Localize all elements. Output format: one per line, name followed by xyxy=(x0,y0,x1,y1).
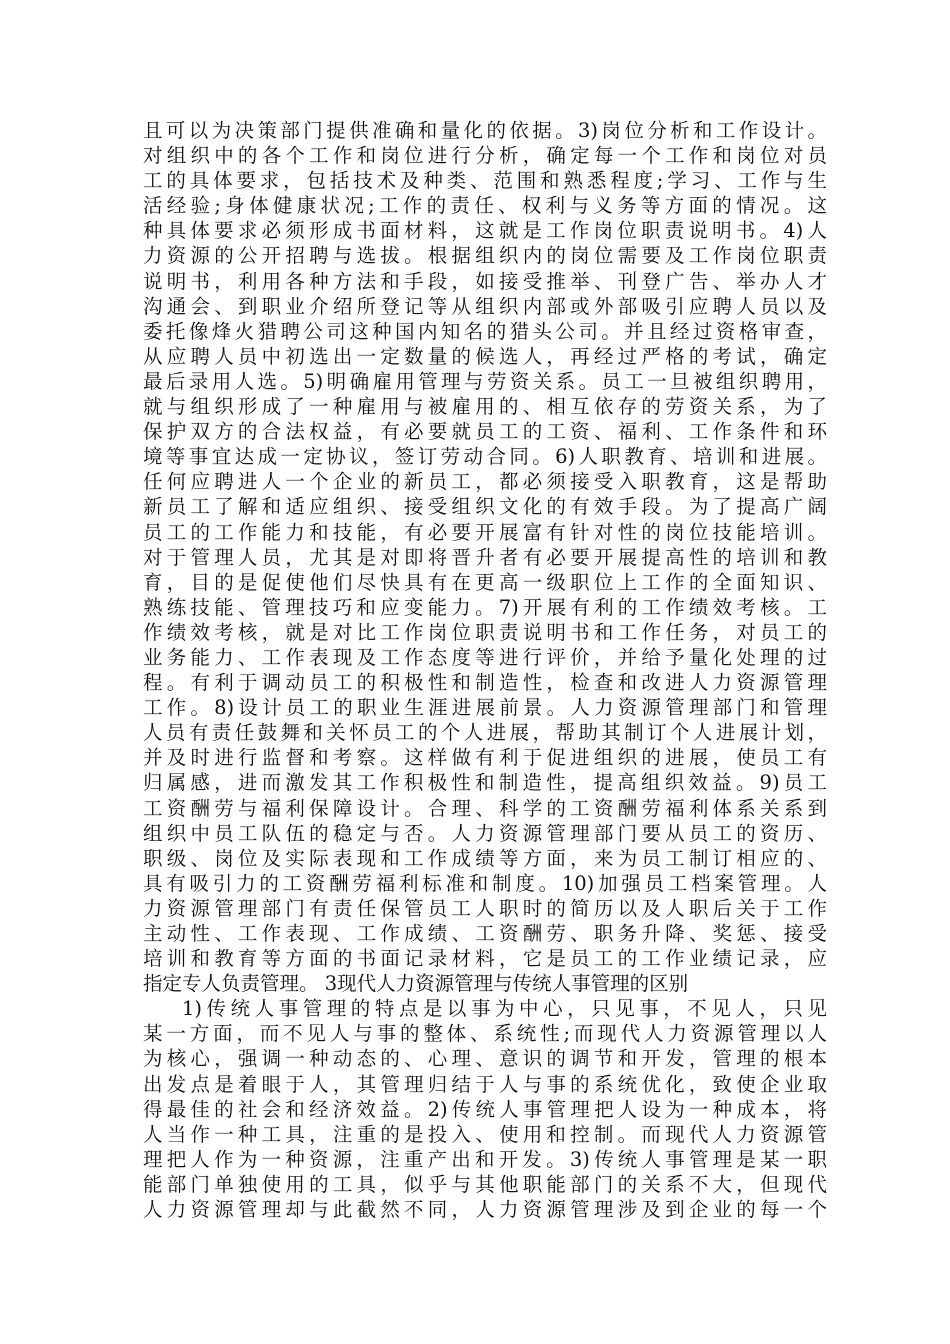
text-line: 人力资源管理却与此截然不同，人力资源管理涉及到企业的每一个 xyxy=(143,1198,827,1222)
text-line: 工作。8)设计员工的职业生涯进展前景。人力资源管理部门和管理 xyxy=(143,696,827,720)
section-heading-line: 指定专人负责管理。 3现代人力资源管理与传统人事管理的区别 xyxy=(143,972,689,996)
text-line: 种具体要求必须形成书面材料，这就是工作岗位职责说明书。4)人 xyxy=(143,219,827,243)
text-line: 职级、岗位及实际表现和工作成绩等方面，来为员工制订相应的、 xyxy=(143,846,827,870)
text-line: 并及时进行监督和考察。这样做有利于促进组织的进展，使员工有 xyxy=(143,746,827,770)
text-line: 境等事宜达成一定协议，签订劳动合同。6)人职教育、培训和进展。 xyxy=(143,445,827,469)
text-line: 得最佳的社会和经济效益。2)传统人事管理把人设为一种成本，将 xyxy=(143,1097,827,1121)
text-line: 业务能力、工作表现及工作态度等进行评价，并给予量化处理的过 xyxy=(143,645,827,669)
text-line: 出发点是着眼于人，其管理归结于人与事的系统优化，致使企业取 xyxy=(143,1072,827,1096)
text-line: 能部门单独使用的工具，似乎与其他职能部门的关系不大，但现代 xyxy=(143,1172,827,1196)
text-line: 具有吸引力的工资酬劳福利标准和制度。10)加强员工档案管理。人 xyxy=(143,871,827,895)
text-line: 归属感，进而激发其工作积极性和制造性，提高组织效益。9)员工 xyxy=(143,771,827,795)
text-line: 委托像烽火猎聘公司这种国内知名的猎头公司。并且经过资格审查， xyxy=(143,319,827,343)
text-line: 育，目的是促使他们尽快具有在更高一级职位上工作的全面知识、 xyxy=(143,570,827,594)
body-text xyxy=(143,118,827,1222)
text-line: 培训和教育等方面的书面记录材料，它是员工的工作业绩记录，应 xyxy=(143,947,827,971)
text-line: 组织中员工队伍的稳定与否。人力资源管理部门要从员工的资历、 xyxy=(143,821,827,845)
text-line: 最后录用人选。5)明确雇用管理与劳资关系。员工一旦被组织聘用， xyxy=(143,369,827,393)
text-line: 1)传统人事管理的特点是以事为中心，只见事，不见人，只见 xyxy=(182,997,827,1021)
text-line: 任何应聘进人一个企业的新员工，都必须接受入职教育，这是帮助 xyxy=(143,470,827,494)
text-line: 程。有利于调动员工的积极性和制造性，检查和改进人力资源管理 xyxy=(143,671,827,695)
text-line: 从应聘人员中初选出一定数量的候选人，再经过严格的考试，确定 xyxy=(143,344,827,368)
text-line: 作绩效考核，就是对比工作岗位职责说明书和工作任务，对员工的 xyxy=(143,620,827,644)
text-line: 活经验;身体健康状况;工作的责任、权利与义务等方面的情况。这 xyxy=(143,194,827,218)
text-line: 熟练技能、管理技巧和应变能力。7)开展有利的工作绩效考核。工 xyxy=(143,595,827,619)
text-line: 某一方面，而不见人与事的整体、系统性;而现代人力资源管理以人 xyxy=(143,1022,827,1046)
text-line: 对于管理人员，尤其是对即将晋升者有必要开展提高性的培训和教 xyxy=(143,545,827,569)
text-line: 员工的工作能力和技能，有必要开展富有针对性的岗位技能培训。 xyxy=(143,520,827,544)
text-line: 主动性、工作表现、工作成绩、工资酬劳、职务升降、奖惩、接受 xyxy=(143,922,827,945)
text-line: 人员有责任鼓舞和关怀员工的个人进展，帮助其制订个人进展计划， xyxy=(143,721,827,745)
text-line: 力资源管理部门有责任保管员工人职时的简历以及人职后关于工作 xyxy=(143,896,827,920)
text-line: 力资源的公开招聘与选拔。根据组织内的岗位需要及工作岗位职责 xyxy=(143,244,827,268)
text-line: 说明书，利用各种方法和手段，如接受推举、刊登广告、举办人才 xyxy=(143,269,827,293)
text-line: 且可以为决策部门提供准确和量化的依据。3)岗位分析和工作设计。 xyxy=(143,119,827,142)
text-line: 对组织中的各个工作和岗位进行分析，确定每一个工作和岗位对员 xyxy=(143,144,827,168)
text-line: 人当作一种工具，注重的是投入、使用和控制。而现代人力资源管 xyxy=(143,1122,827,1146)
text-line: 就与组织形成了一种雇用与被雇用的、相互依存的劳资关系，为了 xyxy=(143,395,827,419)
text-line: 工的具体要求，包括技术及种类、范围和熟悉程度;学习、工作与生 xyxy=(143,169,827,193)
text-line: 沟通会、到职业介绍所登记等从组织内部或外部吸引应聘人员以及 xyxy=(143,294,827,318)
text-line: 理把人作为一种资源，注重产出和开发。3)传统人事管理是某一职 xyxy=(143,1147,827,1171)
text-line: 工资酬劳与福利保障设计。合理、科学的工资酬劳福利体系关系到 xyxy=(143,796,827,820)
text-line: 保护双方的合法权益，有必要就员工的工资、福利、工作条件和环 xyxy=(143,420,827,444)
text-line: 为核心，强调一种动态的、心理、意识的调节和开发，管理的根本 xyxy=(143,1047,827,1071)
text-line: 新员工了解和适应组织、接受组织文化的有效手段。为了提高广阔 xyxy=(143,495,827,519)
